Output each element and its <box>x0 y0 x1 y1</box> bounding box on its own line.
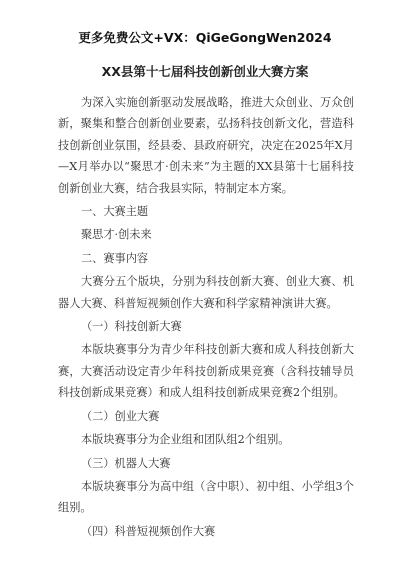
document-title: XX县第十七届科技创新创业大赛方案 <box>101 64 309 79</box>
watermark-text: 更多免费公文+VX：QiGeGongWen2024 <box>78 30 332 45</box>
subsection-heading-tech: （一）科技创新大赛 <box>80 320 182 334</box>
section-heading-content: 二、赛事内容 <box>80 251 149 265</box>
document-body <box>58 92 354 542</box>
content-paragraph: 大赛分五个版块，分别为科技创新大赛、创业大赛、机器人大赛、科普短视频创作大赛和科学家精神演讲大赛。 <box>58 275 354 310</box>
robot-paragraph: 本版块赛事分为高中组（含中职）、初中组、小学组3个组别。 <box>58 479 354 515</box>
tech-paragraph: 本版块赛事分为青少年科技创新大赛和成人科技创新大赛，大赛活动设定青少年科技创新成果竞赛（含科技辅导员科技创新成果竞赛）和成人组科技创新成果竞赛2个组别。 <box>58 343 354 400</box>
subsection-heading-video: （四）科普短视频创作大赛 <box>80 524 216 538</box>
section-heading-theme: 一、大赛主题 <box>80 205 149 219</box>
intro-paragraph: 为深入实施创新驱动发展战略，推进大众创业、万众创新，聚集和整合创新创业要素，弘扬科技创新文化，营造科技创新创业氛围，经县委、县政府研究，决定在2025年X月—X月举办以“聚思才·创未来”为主题的XX县第十七届科技创新创业大赛，结合我县实际，特制定本方案。 <box>58 96 354 195</box>
startup-paragraph: 本版块赛事分为企业组和团队组2个组别。 <box>80 433 290 447</box>
subsection-heading-robot: （三）机器人大赛 <box>80 456 171 470</box>
theme-text: 聚思才·创未来 <box>80 228 152 242</box>
subsection-heading-startup: （二）创业大赛 <box>80 409 160 423</box>
